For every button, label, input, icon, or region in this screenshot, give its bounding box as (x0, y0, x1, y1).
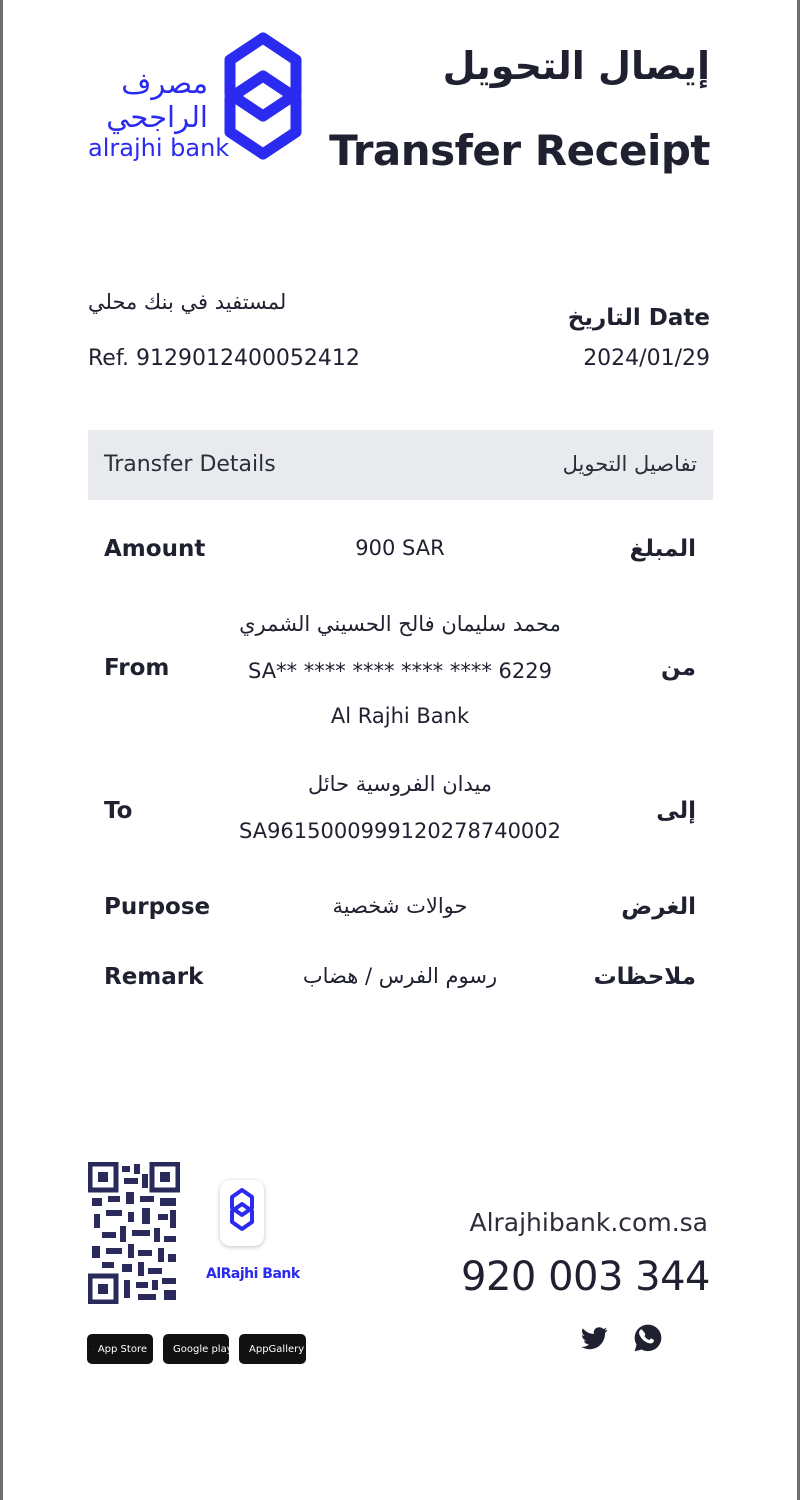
purpose-label-ar: الغرض (621, 894, 696, 920)
date-label: التاريخ Date (567, 305, 710, 331)
to-label-ar: إلى (656, 798, 696, 824)
remark-label-en: Remark (104, 964, 204, 990)
brand-name-ar: مصرف الراجحي (106, 66, 208, 134)
amount-label-ar: المبلغ (629, 536, 696, 562)
twitter-icon[interactable] (578, 1322, 610, 1354)
phone-number[interactable]: 920 003 344 (461, 1254, 710, 1300)
details-header-ar: تفاصيل التحويل (562, 452, 697, 476)
appgallery-badge[interactable] (239, 1334, 306, 1364)
reference-number: Ref. 9129012400052412 (88, 346, 360, 371)
app-name: AlRajhi Bank (206, 1266, 300, 1282)
page-title-ar: إيصال التحويل (442, 44, 710, 88)
transfer-details-header (88, 430, 713, 500)
details-header-en: Transfer Details (104, 452, 276, 477)
purpose-label-en: Purpose (104, 894, 211, 920)
page-title-en: Transfer Receipt (329, 126, 710, 175)
appgallery-label: AppGallery (249, 1343, 305, 1355)
beneficiary-type: لمستفيد في بنك محلي (88, 290, 287, 314)
brand-logo (88, 30, 308, 160)
remark-label-ar: ملاحظات (593, 964, 696, 990)
brand-name-en: alrajhi bank (88, 134, 230, 162)
app-icon-tile[interactable] (220, 1180, 264, 1246)
remark-value: رسوم الفرس / هضاب (302, 964, 498, 988)
qr-code[interactable] (88, 1162, 180, 1304)
to-label-en: To (104, 798, 133, 824)
date-value: 2024/01/29 (583, 346, 710, 371)
whatsapp-icon[interactable] (632, 1322, 664, 1354)
from-label-ar: من (661, 655, 696, 681)
app-store-label: App Store (97, 1343, 147, 1355)
to-iban: SA9615000999120278740002 (238, 819, 562, 843)
amount-value: 900 SAR (355, 536, 445, 560)
from-name: محمد سليمان فالح الحسيني الشمري (239, 612, 561, 636)
from-account: SA** **** **** **** **** 6229 (248, 659, 552, 683)
google-play-badge[interactable] (163, 1334, 233, 1364)
to-name: ميدان الفروسية حائل (307, 772, 493, 796)
alrajhi-app-icon (220, 1180, 264, 1246)
app-store-badge[interactable] (87, 1334, 153, 1364)
alrajhi-logo-icon (218, 30, 308, 160)
from-bank: Al Rajhi Bank (330, 704, 470, 728)
amount-label-en: Amount (104, 536, 206, 562)
website-link[interactable]: Alrajhibank.com.sa (469, 1208, 708, 1237)
purpose-value: حوالات شخصية (332, 894, 468, 918)
from-label-en: From (104, 655, 170, 681)
google-play-label: Google play (173, 1343, 233, 1355)
left-edge (0, 0, 3, 1500)
apple-icon (93, 1341, 94, 1357)
